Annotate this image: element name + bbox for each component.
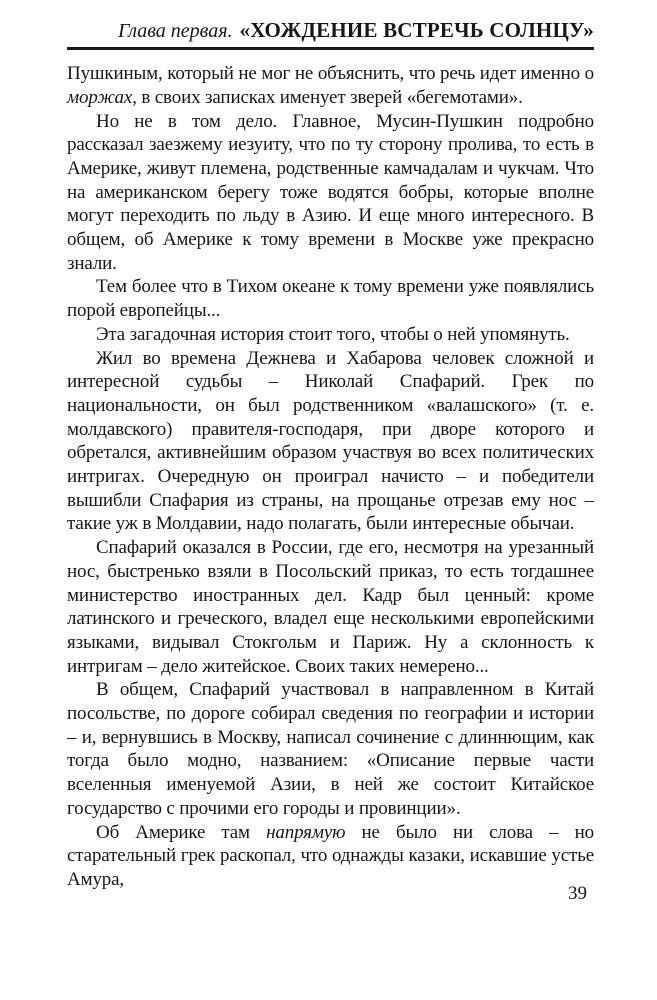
- paragraph: [67, 275, 594, 322]
- text-run: Тем более что в Тихом океане к тому времени уже появлялись порой европейцы...: [67, 276, 594, 322]
- text-run: Пушкиным, который не мог не объяснить, что речь идет именно о: [67, 63, 594, 85]
- chapter-title: «ХОЖДЕНИЕ ВСТРЕЧЬ СОЛНЦУ»: [239, 18, 594, 42]
- paragraph: [67, 323, 594, 347]
- body-text: [67, 62, 594, 892]
- text-run: не было ни слова – но старательный грек раскопал, что однажды казаки, искавшие устье Амура,: [67, 821, 594, 890]
- text-run: Эта загадочная история стоит того, чтобы о ней упомянуть.: [96, 323, 570, 345]
- text-run: Жил во времена Дежнева и Хабарова человек сложной и интересной судьбы – Николай Спафарий. Грек по национальности, он был родственником «валашского» (т. е. молдавского) правителя-господаря, при дворе которого и обретался, активнейшим образом участвуя во всех политических интригах. Очередную он проиграл начисто – и победители вышибли Спафария из страны, на прощанье отрезав ему нос – такие уж в Молдавии, надо полагать, были интересные обычаи.: [67, 347, 594, 535]
- chapter-label: Глава первая.: [117, 20, 233, 42]
- paragraph: [67, 536, 594, 678]
- text-run: напрямую: [266, 821, 346, 843]
- page-header: [67, 19, 594, 50]
- paragraph: [67, 110, 594, 276]
- text-run: в своих записках именует зверей «бегемотами».: [136, 86, 523, 108]
- paragraph: [67, 62, 594, 109]
- text-run: Спафарий оказался в России, где его, несмотря на урезанный нос, быстренько взяли в Посольский приказ, то есть тогдашнее министерство иностранных дел. Кадр был ценный: кроме латинского и греческого, владел еще несколькими европейскими языками, видывал Стокгольм и Париж. Ну а склонность к интригам – дело житейское. Своих таких немерено...: [67, 537, 594, 677]
- text-run: Но не в том дело. Главное, Мусин-Пушкин подробно рассказал заезжему иезуиту, что по ту сторону пролива, то есть в Америке, живут племена, родственные камчадалам и чукчам. Что на американском берегу тоже водятся бобры, которые вполне могут переходить по льду в Азию. И еще много интересного. В общем, об Америке к тому времени в Москве уже прекрасно знали.: [67, 110, 594, 274]
- paragraph: [67, 821, 594, 892]
- paragraph: [67, 678, 594, 820]
- text-run: Об Америке там: [96, 821, 267, 843]
- paragraph: [67, 347, 594, 537]
- text-run: В общем, Спафарий участвовал в направленном в Китай посольстве, по дороге собирал сведения по географии и истории – и, вернувшись в Москву, написал сочинение с длиннющим, как тогда было модно, названием: «Описание первые части вселенныя именуемой Азии, в ней же состоит Китайское государство с прочими его городы и провинции».: [67, 679, 594, 819]
- page-number: 39: [568, 883, 587, 904]
- text-run: моржах,: [67, 86, 137, 108]
